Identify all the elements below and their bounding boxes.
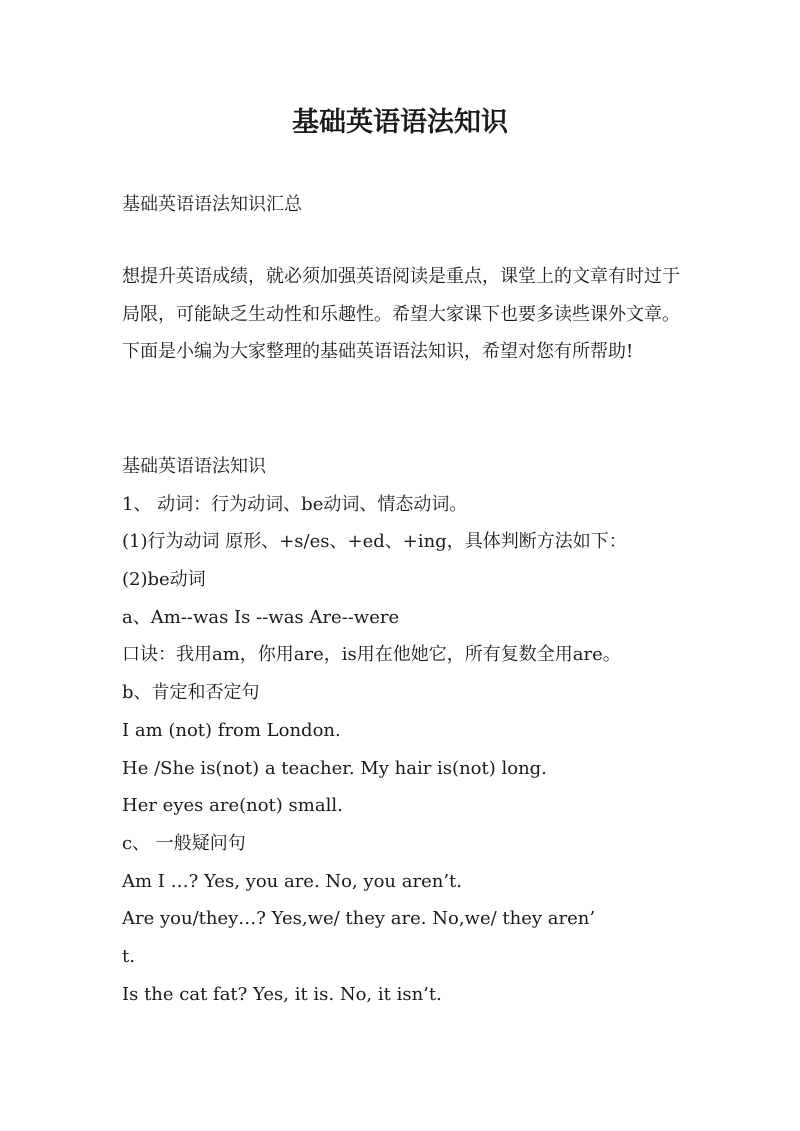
text-line: a、Am--was Is --was Are--were: [122, 606, 400, 628]
text-line: I am (not) from London.: [122, 719, 341, 741]
content-lines: [122, 448, 692, 1013]
text-line: Am I …? Yes, you are. No, you aren’t.: [122, 870, 463, 892]
text-line: Are you/they…? Yes,we/ they are. No,we/ they aren’: [122, 908, 596, 930]
text-line: 口诀：我用am，你用are，is用在他她它，所有复数全用are。: [122, 644, 621, 666]
text-line: Her eyes are(not) small.: [122, 795, 343, 817]
intro-paragraph: 想提升英语成绩，就必须加强英语阅读是重点，课堂上的文章有时过于局限，可能缺乏生动性和乐趣性。希望大家课下也要多读些课外文章。下面是小编为大家整理的基础英语语法知识，希望对您有所帮助!: [122, 266, 680, 362]
text-line: b、肯定和否定句: [122, 682, 260, 704]
text-line: 1、 动词：行为动词、be动词、情态动词。: [122, 493, 468, 515]
text-line: t.: [122, 945, 135, 967]
document-title: 基础英语语法知识: [292, 107, 508, 138]
text-line: c、 一般疑问句: [122, 832, 246, 854]
text-line: 基础英语语法知识: [122, 456, 266, 477]
text-line: (2)be动词: [122, 569, 206, 591]
text-line: (1)行为动词 原形、+s/es、+ed、+ing，具体判断方法如下：: [122, 531, 627, 553]
document-subtitle: 基础英语语法知识汇总: [122, 194, 302, 215]
text-line: He /She is(not) a teacher. My hair is(not) long.: [122, 757, 547, 779]
text-line: Is the cat fat? Yes, it is. No, it isn’t.: [122, 983, 442, 1005]
